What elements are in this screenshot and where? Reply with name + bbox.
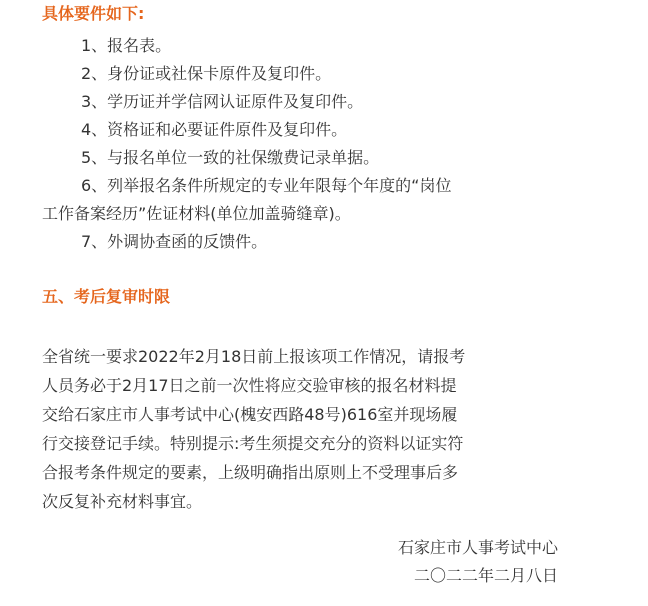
requirement-item-4: 4、资格证和必要证件原件及复印件。: [81, 120, 348, 139]
signature-date: 二〇二二年二月八日: [413, 566, 558, 585]
requirement-item-6-continued: 工作备案经历”佐证材料(单位加盖骑缝章)。: [42, 204, 351, 223]
requirement-item-7: 7、外调协查函的反馈件。: [81, 232, 268, 251]
signature-org: 石家庄市人事考试中心: [397, 538, 558, 557]
requirement-item-3: 3、学历证并学信网认证原件及复印件。: [81, 92, 364, 111]
requirement-item-5: 5、与报名单位一致的社保缴费记录单据。: [81, 148, 380, 167]
paragraph-line: 合报考条件规定的要素，上级明确指出原则上不受理事后多: [42, 463, 459, 482]
paragraph-line: 交给石家庄市人事考试中心(槐安西路48号)616室并现场履: [42, 405, 458, 424]
requirements-heading: 具体要件如下:: [42, 4, 145, 23]
section5-heading: 五、考后复审时限: [42, 287, 171, 306]
section5-paragraph: [42, 342, 590, 516]
requirement-item-1: 1、报名表。: [81, 36, 172, 55]
paragraph-line: 行交接登记手续。特别提示:考生须提交充分的资料以证实符: [42, 434, 464, 453]
paragraph-line: 次反复补充材料事宜。: [42, 492, 203, 511]
paragraph-line: 人员务必于2月17日之前一次性将应交验审核的报名材料提: [42, 376, 457, 395]
requirement-item-6: 6、列举报名条件所规定的专业年限每个年度的“岗位: [81, 176, 452, 195]
requirement-item-2: 2、身份证或社保卡原件及复印件。: [81, 64, 332, 83]
paragraph-line: 全省统一要求2022年2月18日前上报该项工作情况，请报考: [42, 347, 466, 366]
